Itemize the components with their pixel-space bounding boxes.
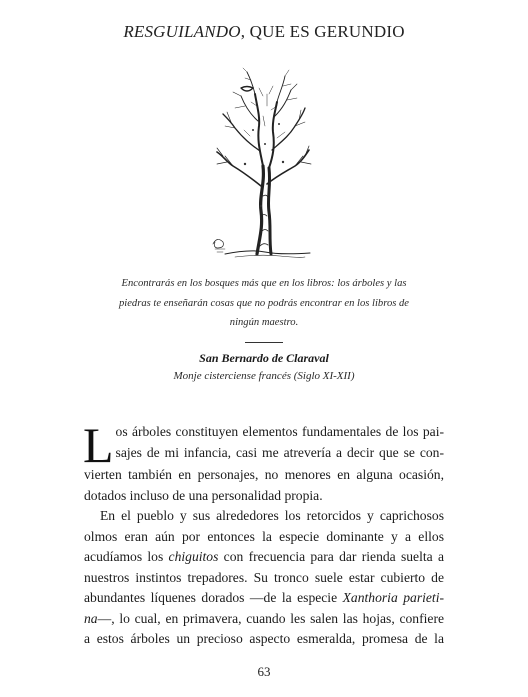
- epigraph-author-description: Monje cisterciense francés (Siglo XI-XII): [173, 370, 355, 382]
- text-line: [84, 547, 444, 568]
- running-header: [0, 22, 528, 42]
- drop-cap: L: [83, 417, 114, 473]
- text-line: olmos eran aún por entonces la especie dominante y a ellos: [84, 528, 444, 544]
- tree-drawing-icon: [205, 66, 320, 262]
- text-line: [84, 609, 444, 630]
- italic-term: na: [84, 610, 98, 626]
- text-run: abundantes líquenes dorados —de la especie: [84, 590, 343, 605]
- text-line: sajes de mi infancia, casi me atrevería a decir que se con-: [115, 444, 444, 460]
- text-line: vierten también en personajes, no menores en alguna ocasión,: [84, 467, 444, 482]
- paragraph: [84, 506, 444, 650]
- text-line: dotados incluso de una personalidad propia.: [84, 487, 323, 503]
- epigraph-line: Encontrarás en los bosques más que en los libros: los árboles y las: [121, 278, 407, 289]
- epigraph-line: ningún maestro.: [229, 317, 299, 328]
- header-title-rest: , QUE ES GERUNDIO: [240, 22, 405, 41]
- text-line: En el pueblo y sus alrededores los retorcidos y caprichosos: [100, 508, 444, 523]
- header-title-italic: RESGUILANDO: [123, 22, 241, 41]
- body-text: [83, 417, 444, 650]
- epigraph-author: San Bernardo de Claraval: [199, 351, 329, 365]
- paragraph: [83, 417, 444, 506]
- page-number: 63: [257, 664, 271, 679]
- text-run: acudíamos los: [84, 549, 169, 564]
- epigraph-quote: [118, 274, 410, 333]
- text-line: nuestros instintos trepadores. Su tronco suele estar cubierto de: [84, 569, 444, 585]
- italic-term: chiguitos: [168, 549, 219, 564]
- text-line: [84, 588, 444, 609]
- epigraph-line: piedras te enseñarán cosas que no podrás encontrar en los libros de: [118, 297, 410, 309]
- text-run: —, lo cual, en primavera, cuando les salen las hojas, confiere: [97, 610, 444, 626]
- epigraph-divider: [245, 342, 283, 343]
- text-line: os árboles constituyen elementos fundamentales de los pai-: [115, 424, 444, 439]
- italic-term: Xanthoria parieti-: [342, 590, 444, 605]
- text-run: con frecuencia para dar rienda suelta a: [218, 549, 444, 564]
- text-line: a estos árboles un precioso aspecto esmeralda, promesa de la: [84, 631, 444, 646]
